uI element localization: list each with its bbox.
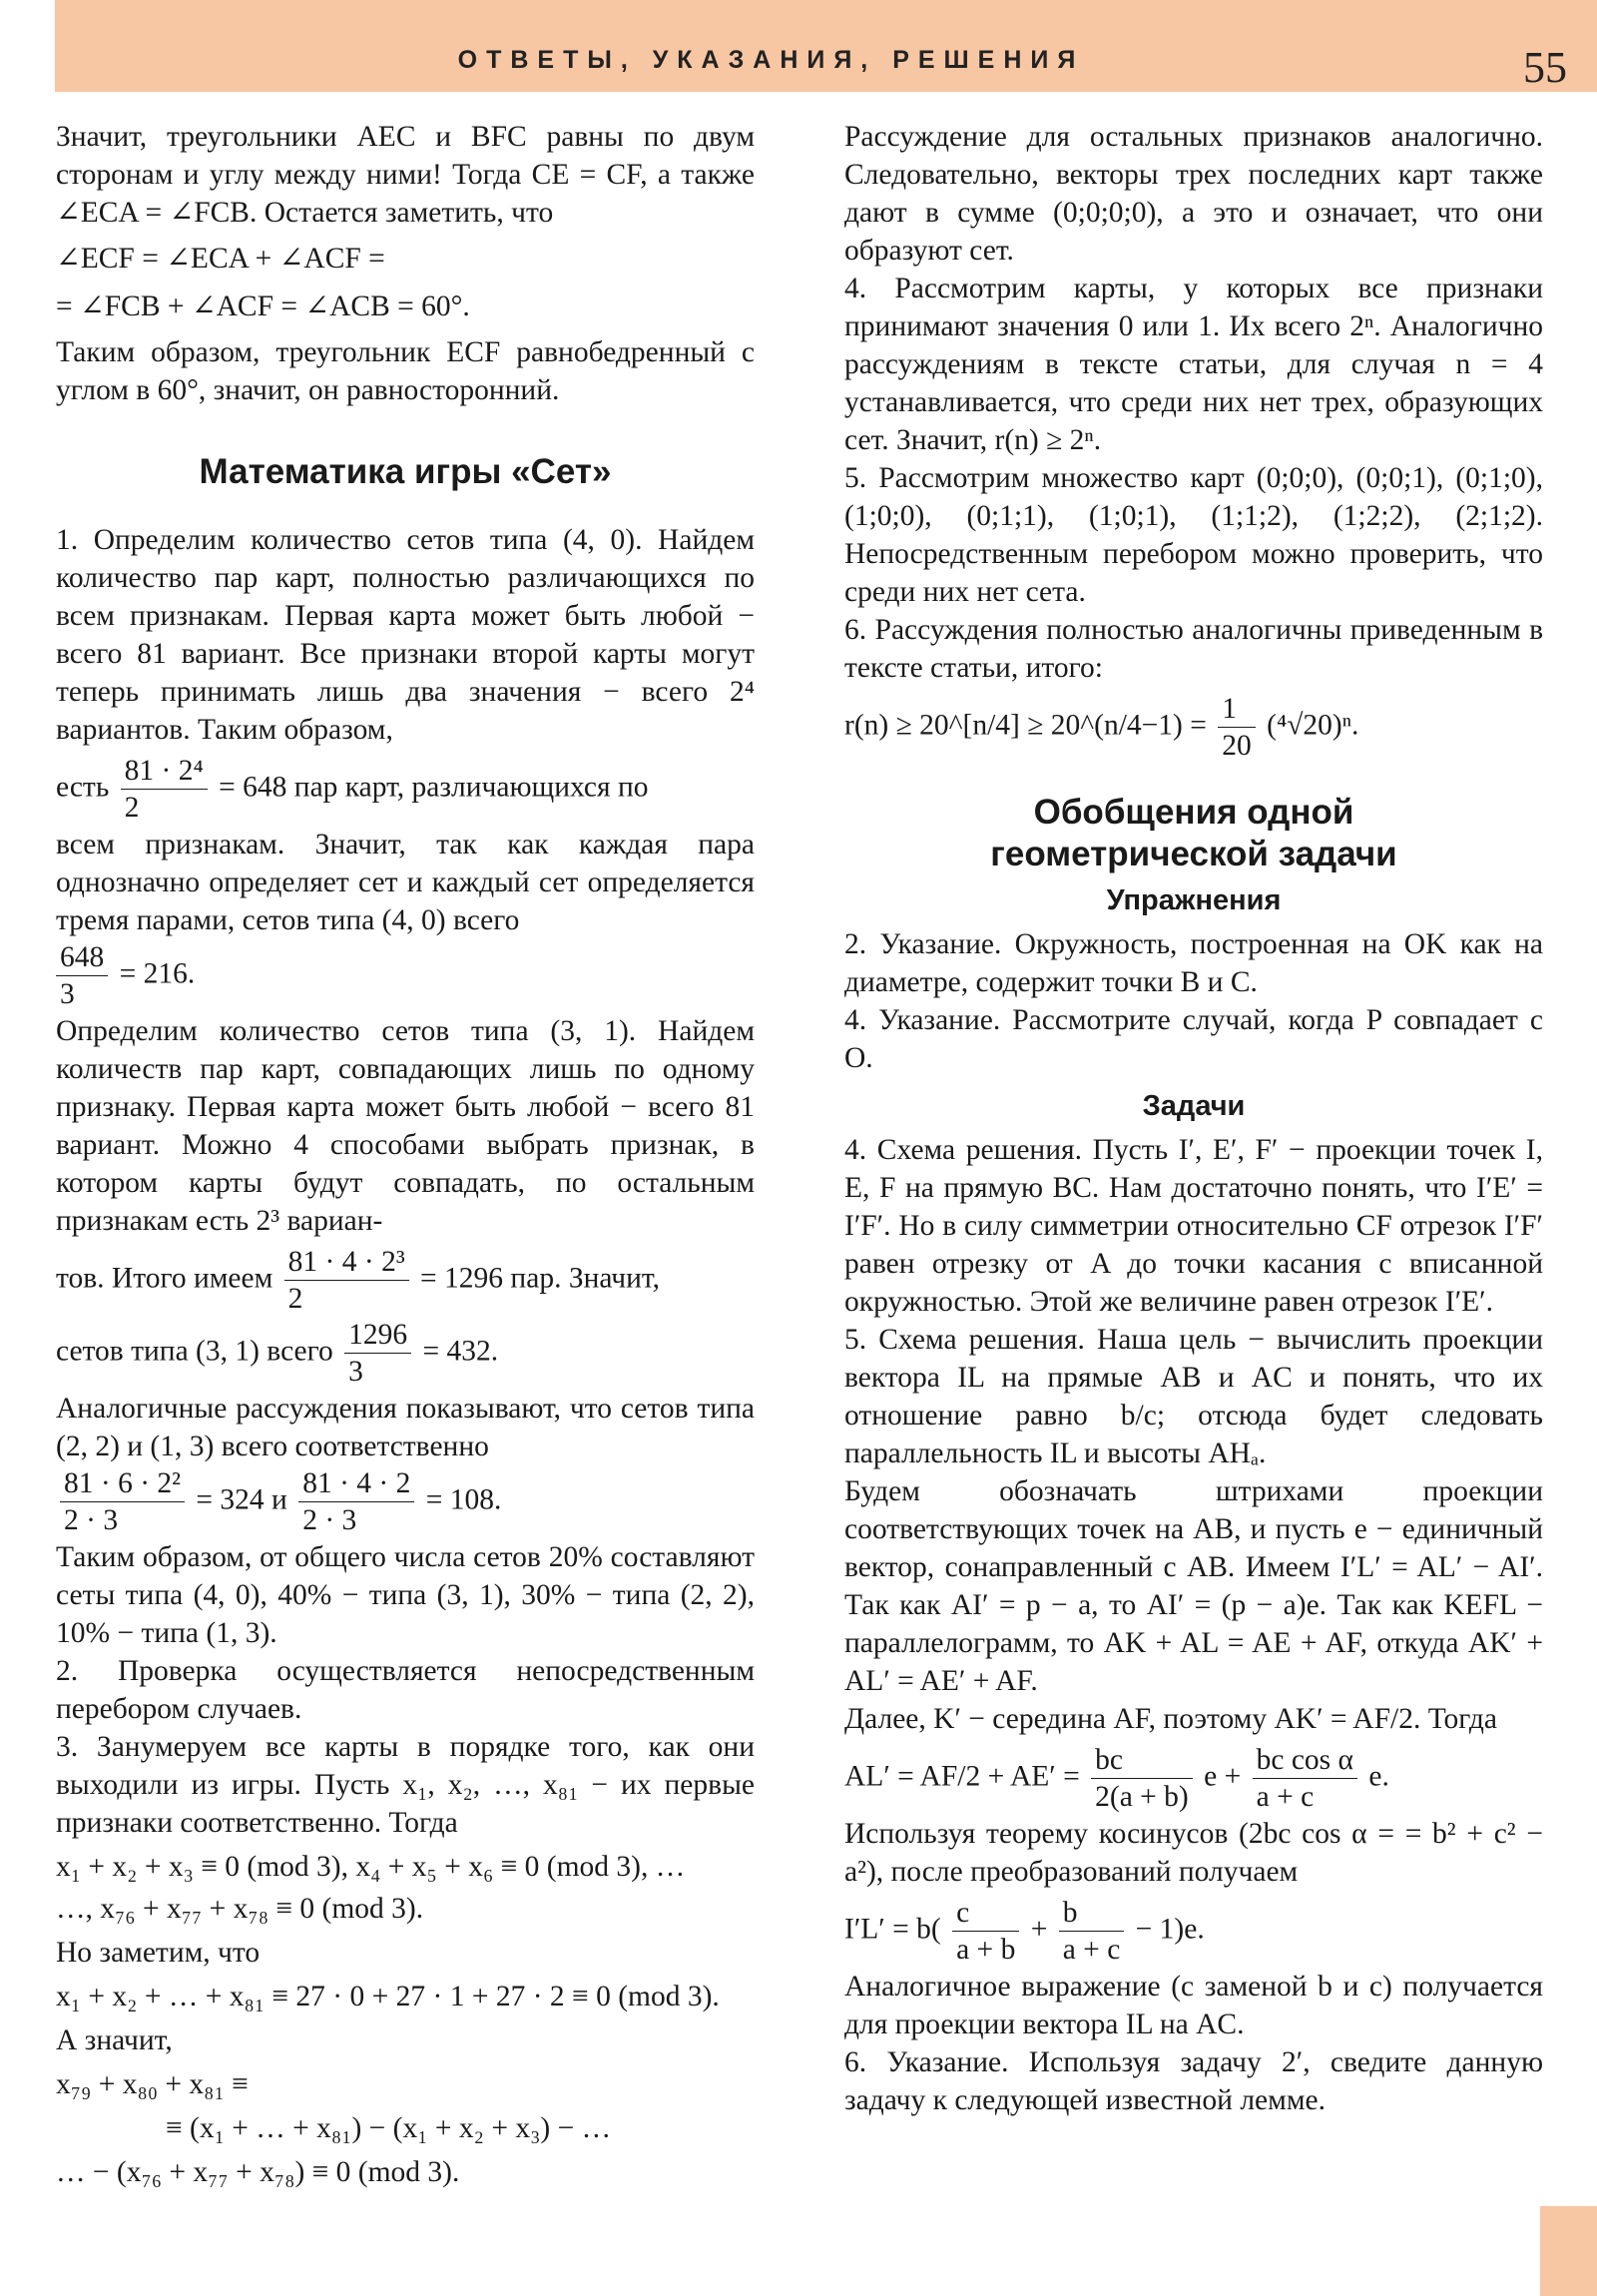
numerator: 81 · 4 · 2³ [284, 1244, 409, 1281]
equation [844, 1895, 1543, 1968]
equation [56, 1465, 755, 1538]
paragraph: Но заметим, что [56, 1937, 261, 1969]
paragraph: Далее, K′ − середина AF, поэтому AK′ = AF/2. Тогда [844, 1703, 1497, 1735]
section-title: Математика игры «Сет» [199, 452, 612, 491]
paragraph: 4. Указание. Рассмотрите случай, когда P совпадает с O. [844, 1004, 1543, 1074]
text: − 1)e. [1135, 1913, 1205, 1946]
paragraph [56, 753, 755, 826]
paragraph [56, 1317, 755, 1390]
fraction [121, 753, 208, 826]
paragraph: 2. Проверка осуществляется непосредственным перебором случаев. [56, 1655, 755, 1725]
numerator: 81 · 2⁴ [121, 753, 208, 790]
paragraph: Аналогичные рассуждения показывают, что сетов типа (2, 2) и (1, 3) всего соответственно [56, 1393, 755, 1462]
left-column [56, 118, 755, 2191]
paragraph: 6. Указание. Используя задачу 2′, сведите данную задачу к следующей известной лемме. [844, 2046, 1543, 2116]
paragraph: 3. Занумеруем все карты в порядке того, как они выходили из игры. Пусть x₁, x₂, …, x₈₁ − их первые признаки соответственно. Тогда [56, 1731, 755, 1839]
paragraph: 6. Рассуждения полностью аналогичны приведенным в тексте статьи, итого: [844, 614, 1543, 684]
paragraph: Значит, треугольники AEC и BFC равны по двум сторонам и углу между ними! Тогда CE = CF, а также ∠ECA = ∠FCB. Остается заметить, что [56, 121, 755, 229]
denominator: 20 [1222, 730, 1252, 762]
numerator: 1296 [344, 1317, 411, 1354]
paragraph: Используя теорему косинусов (2bc cos α = = b² + c² − a²), после преобразований получаем [844, 1818, 1543, 1888]
denominator: a + c [1062, 1934, 1121, 1966]
denominator: 2 [124, 792, 140, 824]
paragraph: Будем обозначать штрихами проекции соответствующих точек на AB, и пусть e − единичный вектор, сонаправленный с AB. Имеем I′L′ = AL′ − AI′. Так как AI′ = p − a, то AI′ = (p − a)e. Так как KEFL − параллелограмм, то AK + AL = AE + AF, откуда AK′ + AL′ = AE′ + AF. [844, 1475, 1543, 1697]
text: e + [1204, 1760, 1242, 1793]
paragraph: Таким образом, от общего числа сетов 20% составляют сеты типа (4, 0), 40% − типа (3, 1), 30% − типа (2, 2), 10% − типа (1, 3). [56, 1541, 755, 1649]
text: = 216. [119, 957, 196, 990]
section-title-line-1: Обобщения одной [1033, 793, 1354, 832]
text: + [1030, 1913, 1048, 1946]
fraction [1218, 691, 1256, 764]
fraction [1253, 1742, 1357, 1815]
equation: = ∠FCB + ∠ACF = ∠ACB = 60°. [56, 290, 470, 322]
text: = 1296 пар. Значит, [420, 1262, 660, 1295]
paragraph: 5. Рассмотрим множество карт (0;0;0), (0;0;1), (0;1;0), (1;0;0), (0;1;1), (1;0;1), (1;1;2), (1;2;2), (2;1;2). Непосредственным перебором можно проверить, что среди них нет сета. [844, 462, 1543, 608]
equation: … − (x₇₆ + x₇₇ + x₇₈) ≡ 0 (mod 3). [56, 2156, 460, 2188]
subsection-title: Упражнения [1106, 884, 1282, 916]
paragraph: 4. Схема решения. Пусть I′, E′, F′ − проекции точек I, E, F на прямую BC. Нам достаточно понять, что I′E′ = I′F′. Но в силу симметрии относительно CF отрезок I′F′ равен отрезку от A до точки касания с вписанной окружностью. Этой же величине равен отрезок I′E′. [844, 1134, 1543, 1318]
denominator: 2 · 3 [302, 1504, 357, 1536]
paragraph: 5. Схема решения. Наша цель − вычислить проекции вектора IL на прямые AB и AC и понять, что их отношение равно b/c; отсюда будет следовать параллельность IL и высоты AHₐ. [844, 1324, 1543, 1469]
equation: ≡ (x₁ + … + x₈₁) − (x₁ + x₂ + x₃) − … [166, 2112, 612, 2144]
denominator: 2 · 3 [64, 1504, 119, 1536]
paragraph: Определим количество сетов типа (3, 1). Найдем количеств пар карт, совпадающих лишь по одному признаку. Первая карта может быть любой − всего 81 вариант. Можно 4 способами выбрать признак, в котором карты будут совпадать, по остальным признакам есть 2³ вариан- [56, 1015, 755, 1237]
paragraph: А значит, [56, 2024, 173, 2056]
text: e. [1368, 1760, 1389, 1793]
paragraph: 2. Указание. Окружность, построенная на OK как на диаметре, содержит точки B и C. [844, 928, 1543, 998]
text: = 108. [425, 1483, 502, 1516]
fraction [284, 1244, 409, 1317]
equation [844, 691, 1543, 764]
text: = 324 и [196, 1483, 287, 1516]
equation: ∠ECF = ∠ECA + ∠ACF = [56, 243, 385, 275]
fraction [56, 939, 108, 1012]
paragraph: Аналогичное выражение (с заменой b и c) получается для проекции вектора IL на AC. [844, 1971, 1543, 2040]
subsection-title: Задачи [1142, 1090, 1246, 1122]
denominator: 2 [287, 1283, 303, 1315]
paragraph [56, 1244, 755, 1317]
numerator: b [1059, 1895, 1125, 1932]
equation: x₇₉ + x₈₀ + x₈₁ ≡ [56, 2068, 249, 2100]
numerator: bc [1091, 1742, 1193, 1779]
side-tab [1540, 2206, 1597, 2296]
numerator: c [952, 1895, 1019, 1932]
text: сетов типа (3, 1) всего [56, 1335, 333, 1368]
fraction [344, 1317, 411, 1390]
denominator: 2(a + b) [1095, 1781, 1189, 1813]
equation [56, 939, 755, 1012]
fraction [1091, 1742, 1193, 1815]
text: (⁴√20)ⁿ. [1267, 709, 1359, 742]
paragraph: Таким образом, треугольник ECF равнобедренный с углом в 60°, значит, он равносторонний. [56, 336, 755, 406]
fraction [952, 1895, 1019, 1968]
page-number: 55 [1523, 43, 1567, 92]
fraction [60, 1465, 185, 1538]
equation: …, x₇₆ + x₇₇ + x₇₈ ≡ 0 (mod 3). [56, 1893, 424, 1925]
numerator: 81 · 6 · 2² [60, 1465, 185, 1502]
numerator: bc cos α [1253, 1742, 1357, 1779]
equation: x₁ + x₂ + x₃ ≡ 0 (mod 3), x₄ + x₅ + x₆ ≡ 0 (mod 3), … [56, 1851, 686, 1883]
text: тов. Итого имеем [56, 1262, 273, 1295]
numerator: 648 [56, 939, 108, 976]
denominator: 3 [60, 978, 75, 1010]
text: = 432. [422, 1335, 499, 1368]
equation [844, 1742, 1543, 1815]
paragraph: всем признакам. Значит, так как каждая пара однозначно определяет сет и каждый сет определяется тремя парами, сетов типа (4, 0) всего [56, 829, 755, 936]
section-title-line-2: геометрической задачи [990, 835, 1397, 873]
paragraph: 4. Рассмотрим карты, у которых все признаки принимают значения 0 или 1. Их всего 2ⁿ. Аналогично рассуждениям в тексте статьи, для случая n = 4 устанавливается, что среди них нет трех, образующих сет. Значит, r(n) ≥ 2ⁿ. [844, 273, 1543, 456]
fraction [1059, 1895, 1125, 1968]
text: r(n) ≥ 20^[n/4] ≥ 20^(n/4−1) = [844, 709, 1207, 742]
equation: x₁ + x₂ + … + x₈₁ ≡ 27 · 0 + 27 · 1 + 27 · 2 ≡ 0 (mod 3). [56, 1981, 720, 2012]
denominator: 3 [348, 1356, 363, 1388]
page-header [55, 0, 1597, 92]
text: = 648 пар карт, различающихся по [219, 771, 649, 804]
numerator: 81 · 4 · 2 [298, 1465, 414, 1502]
text: I′L′ = b( [844, 1913, 941, 1946]
right-column [844, 118, 1543, 2119]
numerator: 1 [1218, 691, 1256, 728]
text: AL′ = AF/2 + AE′ = [844, 1760, 1080, 1793]
denominator: a + c [1256, 1781, 1315, 1813]
denominator: a + b [956, 1934, 1016, 1966]
paragraph: Рассуждение для остальных признаков аналогично. Следовательно, векторы трех последних карт также дают в сумме (0;0;0;0), а это и означает, что они образуют сет. [844, 121, 1543, 267]
text: есть [56, 771, 110, 804]
running-title: ОТВЕТЫ, УКАЗАНИЯ, РЕШЕНИЯ [457, 46, 1085, 74]
paragraph: 1. Определим количество сетов типа (4, 0). Найдем количество пар карт, полностью различающихся по всем признакам. Первая карта может быть любой − всего 81 вариант. Все признаки второй карты могут теперь принимать лишь два значения − всего 2⁴ вариантов. Таким образом, [56, 524, 755, 746]
fraction [298, 1465, 414, 1538]
